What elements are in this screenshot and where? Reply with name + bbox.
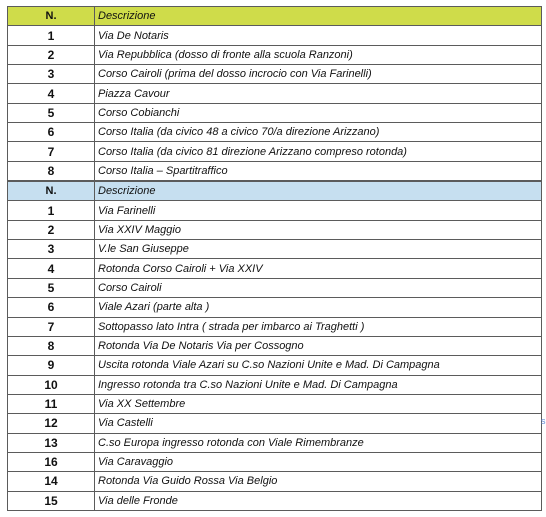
- row-description: Uscita rotonda Viale Azari su C.so Nazioni Unite e Mad. Di Campagna: [95, 356, 542, 375]
- row-number: 1: [8, 26, 95, 45]
- row-number: 16: [8, 452, 95, 471]
- table-row: [8, 123, 542, 142]
- row-number: 4: [8, 259, 95, 278]
- row-description: Rotonda Corso Cairoli + Via XXIV: [95, 259, 542, 278]
- row-description: Via Caravaggio: [95, 452, 542, 471]
- table-row: [8, 394, 542, 413]
- table-row: [8, 220, 542, 239]
- row-description: Corso Italia – Spartitraffico: [95, 161, 542, 181]
- table-row: [8, 472, 542, 491]
- table-row: [8, 142, 542, 161]
- row-description: Corso Italia (da civico 81 direzione Arizzano compreso rotonda): [95, 142, 542, 161]
- row-number: 6: [8, 123, 95, 142]
- row-number: 11: [8, 394, 95, 413]
- row-number: 4: [8, 84, 95, 103]
- table-row: [8, 26, 542, 45]
- row-description: Via De Notaris: [95, 26, 542, 45]
- row-number: 14: [8, 472, 95, 491]
- table-row: [8, 491, 542, 510]
- row-number: 1: [8, 201, 95, 220]
- row-description: Via Repubblica (dosso di fronte alla scuola Ranzoni): [95, 45, 542, 64]
- streets-table: [7, 6, 542, 511]
- row-description: Piazza Cavour: [95, 84, 542, 103]
- row-description: Corso Cairoli (prima del dosso incrocio con Via Farinelli): [95, 65, 542, 84]
- row-number: 13: [8, 433, 95, 452]
- row-number: 7: [8, 317, 95, 336]
- column-header-number: N.: [8, 181, 95, 201]
- row-description: Rotonda Via De Notaris Via per Cossogno: [95, 336, 542, 355]
- row-description: Corso Cairoli: [95, 278, 542, 297]
- row-number: 3: [8, 240, 95, 259]
- table-row: [8, 259, 542, 278]
- row-description: Sottopasso lato Intra ( strada per imbarco ai Traghetti ): [95, 317, 542, 336]
- row-description: Via XXIV Maggio: [95, 220, 542, 239]
- table-row: [8, 161, 542, 181]
- table-row: [8, 65, 542, 84]
- row-number: 8: [8, 161, 95, 181]
- row-description: V.le San Giuseppe: [95, 240, 542, 259]
- table-row: [8, 240, 542, 259]
- row-number: 2: [8, 220, 95, 239]
- column-header-number: N.: [8, 7, 95, 26]
- column-header-description: Descrizione: [95, 181, 542, 201]
- table-row: [8, 45, 542, 64]
- table-row: [8, 336, 542, 355]
- row-number: 7: [8, 142, 95, 161]
- row-description: Rotonda Via Guido Rossa Via Belgio: [95, 472, 542, 491]
- column-header-description: Descrizione: [95, 7, 542, 26]
- row-description: Corso Italia (da civico 48 a civico 70/a direzione Arizzano): [95, 123, 542, 142]
- row-number: 3: [8, 65, 95, 84]
- row-description: Viale Azari (parte alta ): [95, 298, 542, 317]
- table-row: [8, 452, 542, 471]
- table-row: [8, 414, 542, 433]
- row-number: 15: [8, 491, 95, 510]
- row-number: 2: [8, 45, 95, 64]
- section1-header-row: [8, 7, 542, 26]
- table-row: [8, 298, 542, 317]
- row-description: Via delle Fronde: [95, 491, 542, 510]
- table-row: [8, 84, 542, 103]
- table-row: [8, 356, 542, 375]
- table-row: [8, 201, 542, 220]
- table-row: [8, 433, 542, 452]
- row-number: 9: [8, 356, 95, 375]
- table-row: [8, 317, 542, 336]
- row-description: Ingresso rotonda tra C.so Nazioni Unite e Mad. Di Campagna: [95, 375, 542, 394]
- row-number: 12: [8, 414, 95, 433]
- streets-table-container: [7, 6, 541, 511]
- row-description: Corso Cobianchi: [95, 103, 542, 122]
- table-row: [8, 103, 542, 122]
- row-number: 5: [8, 103, 95, 122]
- row-description: Via XX Settembre: [95, 394, 542, 413]
- margin-mark: s: [541, 416, 546, 426]
- row-number: 10: [8, 375, 95, 394]
- row-description: C.so Europa ingresso rotonda con Viale Rimembranze: [95, 433, 542, 452]
- table-row: [8, 375, 542, 394]
- streets-table-body: [8, 7, 542, 511]
- section2-header-row: [8, 181, 542, 201]
- row-number: 5: [8, 278, 95, 297]
- row-description: Via Castelli: [95, 414, 542, 433]
- table-row: [8, 278, 542, 297]
- row-number: 8: [8, 336, 95, 355]
- row-number: 6: [8, 298, 95, 317]
- row-description: Via Farinelli: [95, 201, 542, 220]
